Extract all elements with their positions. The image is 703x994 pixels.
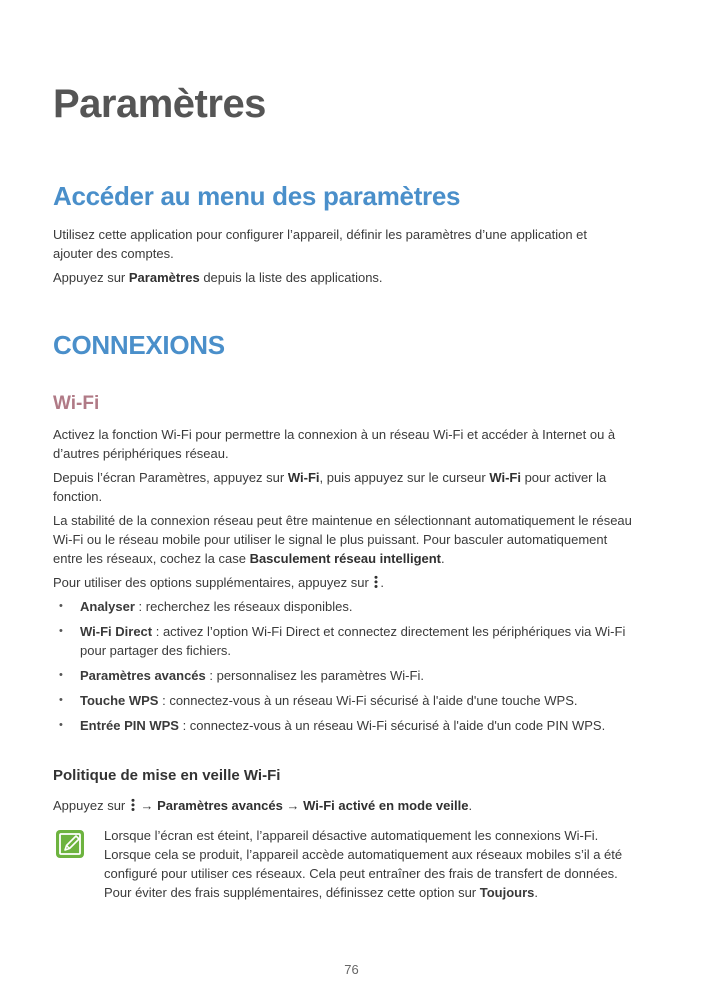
page-title: Paramètres [53,82,266,126]
more-options-icon [131,798,135,812]
more-options-icon [374,575,378,589]
settings-term: Paramètres [128,270,200,285]
bullet-icon: • [59,694,63,706]
intro-instruction: Appuyez sur Paramètres depuis la liste des applications. [53,270,383,285]
list-item: • Paramètres avancés : personnalisez les paramètres Wi-Fi. [59,668,424,683]
bullet-icon: • [59,669,63,681]
bullet-icon: • [59,600,63,612]
section-intro [53,225,623,292]
wifi-body [53,425,638,741]
note-pencil-icon [55,829,85,859]
wifi-paragraph-3: La stabilité de la connexion réseau peut être maintenue en sélectionnant automatiquement le réseau Wi-Fi ou le réseau mobile pour utiliser le signal le plus puissant. Pour basculer automatiquement entre les réseaux, cochez la case Basculement réseau intelligent. [53,513,632,566]
wifi-heading: Wi-Fi [53,393,100,414]
policy-heading: Politique de mise en veille Wi-Fi [53,767,281,784]
bullet-icon: • [59,719,63,731]
bullet-icon: • [59,625,63,637]
list-item: • Entrée PIN WPS : connectez-vous à un réseau Wi-Fi sécurisé à l'aide d'un code PIN WPS. [59,718,606,733]
policy-body [53,796,638,820]
options-list [53,597,638,735]
list-item: • Wi-Fi Direct : activez l’option Wi-Fi Direct et connectez directement les périphériques via Wi-Fi pour partager des fichiers. [59,624,626,658]
wifi-paragraph-1: Activez la fonction Wi-Fi pour permettre la connexion à un réseau Wi-Fi et accéder à Internet ou à d’autres périphériques réseau. [53,427,616,461]
list-item: • Touche WPS : connectez-vous à un réseau Wi-Fi sécurisé à l'aide d'une touche WPS. [59,693,578,708]
wifi-paragraph-2: Depuis l’écran Paramètres, appuyez sur Wi-Fi, puis appuyez sur le curseur Wi-Fi pour activer la fonction. [53,470,607,504]
wifi-paragraph-4: Pour utiliser des options supplémentaires, appuyez sur . [53,575,385,590]
note-text: Lorsque l’écran est éteint, l’appareil désactive automatiquement les connexions Wi-Fi. Lorsque cela se produit, l’appareil accède automatiquement aux réseaux mobiles s’il a été configuré pour utiliser ces réseaux. Cela peut entraîner des frais de transfert de données. Pour éviter des frais supplémentaires, définissez cette option sur Toujours. [104,828,623,900]
list-item: • Analyser : recherchez les réseaux disponibles. [59,599,353,614]
section-heading: Accéder au menu des paramètres [53,181,461,211]
policy-instruction: Appuyez sur → Paramètres avancés → Wi-Fi activé en mode veille. [53,798,473,813]
category-heading: CONNEXIONS [53,330,225,360]
intro-paragraph: Utilisez cette application pour configurer l’appareil, définir les paramètres d’une application et ajouter des comptes. [53,227,588,261]
page-number: 76 [344,962,359,977]
